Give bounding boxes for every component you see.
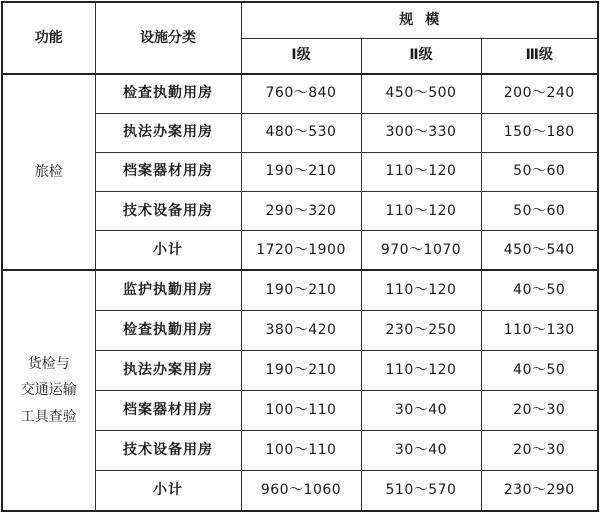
row-level-3: 50～60 <box>481 152 598 191</box>
row-category: 技术设备用房 <box>95 431 241 471</box>
row-level-2: 110～120 <box>361 270 481 310</box>
row-category: 小计 <box>95 231 241 270</box>
group-name-line: 工具查验 <box>20 408 77 425</box>
row-level-1: 190～210 <box>241 350 361 390</box>
facility-scale-table <box>1 1 599 512</box>
row-category: 技术设备用房 <box>95 192 241 231</box>
row-level-3: 230～290 <box>481 471 598 511</box>
row-level-1: 480～530 <box>241 113 361 152</box>
header-level-2: Ⅱ级 <box>361 38 481 74</box>
row-category: 执法办案用房 <box>95 113 241 152</box>
row-level-1: 380～420 <box>241 310 361 350</box>
group-passenger-inspection: 旅检 <box>2 74 95 270</box>
row-level-3: 50～60 <box>481 192 598 231</box>
row-level-1: 1720～1900 <box>241 231 361 270</box>
row-level-1: 190～210 <box>241 270 361 310</box>
header-scale: 规模 <box>241 2 598 38</box>
row-level-2: 110～120 <box>361 152 481 191</box>
row-level-1: 190～210 <box>241 152 361 191</box>
row-category: 档案器材用房 <box>95 152 241 191</box>
row-category: 检查执勤用房 <box>95 74 241 113</box>
row-level-2: 230～250 <box>361 310 481 350</box>
group-cargo-vehicle-inspection <box>2 270 95 511</box>
header-level-1: Ⅰ级 <box>241 38 361 74</box>
header-row-1 <box>2 2 598 38</box>
header-function: 功能 <box>2 2 95 74</box>
row-level-2: 300～330 <box>361 113 481 152</box>
row-level-2: 30～40 <box>361 431 481 471</box>
row-level-1: 100～110 <box>241 390 361 430</box>
row-level-3: 110～130 <box>481 310 598 350</box>
row-level-2: 510～570 <box>361 471 481 511</box>
row-category: 检查执勤用房 <box>95 310 241 350</box>
header-category: 设施分类 <box>95 2 241 74</box>
row-level-2: 110～120 <box>361 192 481 231</box>
row-level-2: 970～1070 <box>361 231 481 270</box>
row-level-2: 450～500 <box>361 74 481 113</box>
header-level-3: Ⅲ级 <box>481 38 598 74</box>
row-level-3: 150～180 <box>481 113 598 152</box>
row-level-2: 110～120 <box>361 350 481 390</box>
row-level-3: 40～50 <box>481 350 598 390</box>
group-name-line: 交通运输 <box>20 382 77 399</box>
row-level-3: 450～540 <box>481 231 598 270</box>
row-level-1: 100～110 <box>241 431 361 471</box>
row-level-1: 960～1060 <box>241 471 361 511</box>
row-level-3: 40～50 <box>481 270 598 310</box>
row-category: 档案器材用房 <box>95 390 241 430</box>
table-row <box>2 74 598 113</box>
table-row <box>2 270 598 310</box>
row-category: 执法办案用房 <box>95 350 241 390</box>
row-level-2: 30～40 <box>361 390 481 430</box>
row-level-1: 760～840 <box>241 74 361 113</box>
row-category: 小计 <box>95 471 241 511</box>
row-category: 监护执勤用房 <box>95 270 241 310</box>
group-name-line: 货检与 <box>27 355 70 372</box>
row-level-1: 290～320 <box>241 192 361 231</box>
row-level-3: 20～30 <box>481 431 598 471</box>
row-level-3: 200～240 <box>481 74 598 113</box>
row-level-3: 20～30 <box>481 390 598 430</box>
